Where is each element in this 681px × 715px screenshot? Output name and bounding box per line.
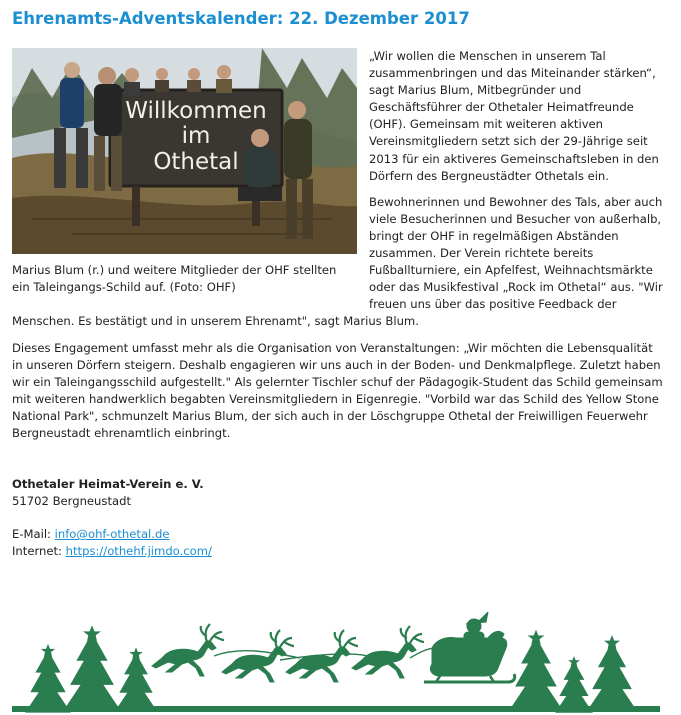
sign-text-line1: Willkommen — [125, 98, 267, 124]
reindeer-icon — [152, 624, 224, 676]
organization-address: 51702 Bergneustadt — [12, 494, 131, 508]
paragraph-3: Dieses Engagement umfasst mehr als die Organisation von Veranstaltungen: „Wir möchten die Lebensqualität in unseren Dörfern steigern. Deshalb engagieren wir uns auch in der Boden- und Denkmalpflege. Zuletzt haben wir ein Taleingangsschild aufgestellt." Als gelernter Tischler schuf der Pädagogik-Student das Schild gemeinsam mit weiteren handwerklich begabten Vereinsmitgliedern in Eigenregie. "Vorbild war das Schild des Yellow Stone National Park", schmunzelt Marius Blum, der sich auch in der Löschgruppe Othetal der Freiwilligen Feuerwehr Bergneustadt ehrenamtlich einbringt. — [12, 340, 663, 440]
christmas-tree-icon — [65, 627, 120, 710]
photo-caption: Marius Blum (r.) und weitere Mitglieder der OHF stellten ein Taleingangs-Schild auf. (Foto: OHF) — [12, 263, 337, 294]
article-body — [12, 48, 666, 451]
group-photo-welcome-sign — [12, 48, 357, 254]
email-label: E-Mail: — [12, 527, 55, 541]
christmas-footer-banner — [0, 612, 681, 715]
christmas-tree-icon — [26, 645, 70, 712]
website-link[interactable]: https://othehf.jimdo.com/ — [65, 544, 212, 558]
paragraph-2: Bewohnerinnen und Bewohner des Tals, aber auch viele Besucherinnen und Besucher von außerhalb, bringt der OHF in regelmäßigen Abständen zusammen. Der Verein richtete bereits Fußballturniere, ein Apfelfest, Weihnachtsmärkte oder das Musikfestival „Rock im Othetal“ aus. "Wir freuen uns über das positive Feedback der Menschen. Es bestätigt und in unserem Ehrenamt", sagt Marius Blum. — [12, 194, 663, 329]
sign-text-line2: im — [181, 123, 211, 149]
organization-name: Othetaler Heimat-Verein e. V. — [12, 477, 204, 491]
article-figure — [12, 48, 357, 295]
christmas-tree-icon — [556, 657, 592, 712]
internet-line — [12, 543, 652, 560]
christmas-tree-icon — [510, 631, 562, 710]
email-link[interactable]: info@ohf-othetal.de — [54, 527, 170, 541]
christmas-tree-icon — [587, 636, 636, 711]
internet-label: Internet: — [12, 544, 66, 558]
reindeer-icon — [222, 630, 294, 682]
reindeer-icon — [286, 630, 358, 682]
christmas-tree-icon — [115, 648, 157, 711]
contact-block — [12, 476, 652, 560]
reindeer-icon — [352, 626, 424, 678]
email-line — [12, 526, 652, 543]
sign-text-line3: Othetal — [153, 149, 239, 175]
page-title: Ehrenamts-Adventskalender: 22. Dezember 2017 — [12, 9, 470, 28]
santa-icon — [464, 612, 504, 644]
paragraph-1: „Wir wollen die Menschen in unserem Tal zusammenbringen und das Miteinander stärken“, sagt Marius Blum, Mitbegründer und Geschäftsführer der Othetaler Heimatfreunde (OHF). Gemeinsam mit weiteren aktiven Vereinsmitgliedern setzt sich der 29-Jährige seit 2013 für ein aktiveres Gemeinschaftsleben in den Dörfern des Bergneustädter Othetals ein. — [369, 49, 659, 183]
